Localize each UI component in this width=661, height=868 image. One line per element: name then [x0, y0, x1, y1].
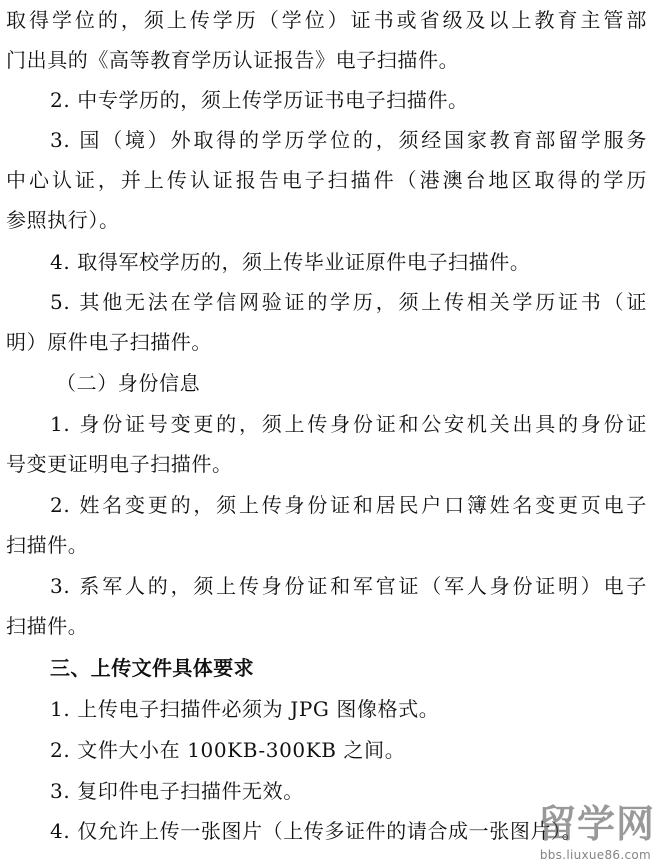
- watermark-url: bbs.liuxue86.com: [539, 848, 651, 862]
- list-item: 2. 姓名变更的，须上传身份证和居民户口簿姓名变更页电子: [50, 493, 647, 517]
- list-item: 4. 取得军校学历的，须上传毕业证原件电子扫描件。: [50, 250, 531, 274]
- list-item: 1. 身份证号变更的，须上传身份证和公安机关出具的身份证: [50, 412, 647, 436]
- list-item: 3. 系军人的，须上传身份证和军官证（军人身份证明）电子: [50, 574, 647, 598]
- list-item: 3. 复印件电子扫描件无效。: [50, 779, 304, 803]
- section-heading: 三、上传文件具体要求: [50, 656, 254, 680]
- paragraph-line: 参照执行）。: [6, 208, 120, 232]
- section-subheading: （二）身份信息: [56, 371, 201, 395]
- paragraph-line: 明）原件电子扫描件。: [6, 330, 212, 354]
- paragraph-line: 中心认证，并上传认证报告电子扫描件（港澳台地区取得的学历: [6, 168, 647, 192]
- paragraph-line: 门出具的《高等教育学历认证报告》电子扫描件。: [6, 48, 460, 72]
- list-item: 1. 上传电子扫描件必须为 JPG 图像格式。: [50, 697, 440, 721]
- paragraph-line: 扫描件。: [6, 533, 89, 557]
- list-item: 2. 文件大小在 100KB-300KB 之间。: [50, 738, 406, 762]
- paragraph-line: 取得学位的，须上传学历（学位）证书或省级及以上教育主管部: [6, 8, 647, 32]
- list-item: 2. 中专学历的，须上传学历证书电子扫描件。: [50, 88, 469, 112]
- site-watermark: [465, 804, 655, 862]
- list-item: 3. 国（境）外取得的学历学位的，须经国家教育部留学服务: [50, 128, 647, 152]
- list-item: 5. 其他无法在学信网验证的学历，须上传相关学历证书（证: [50, 290, 647, 314]
- paragraph-line: 号变更证明电子扫描件。: [6, 452, 233, 476]
- paragraph-line: 扫描件。: [6, 614, 89, 638]
- watermark-logo: 留学网: [537, 802, 655, 846]
- list-item: 4. 仅允许上传一张图片（上传多证件的请合成一张图片）。: [50, 819, 583, 843]
